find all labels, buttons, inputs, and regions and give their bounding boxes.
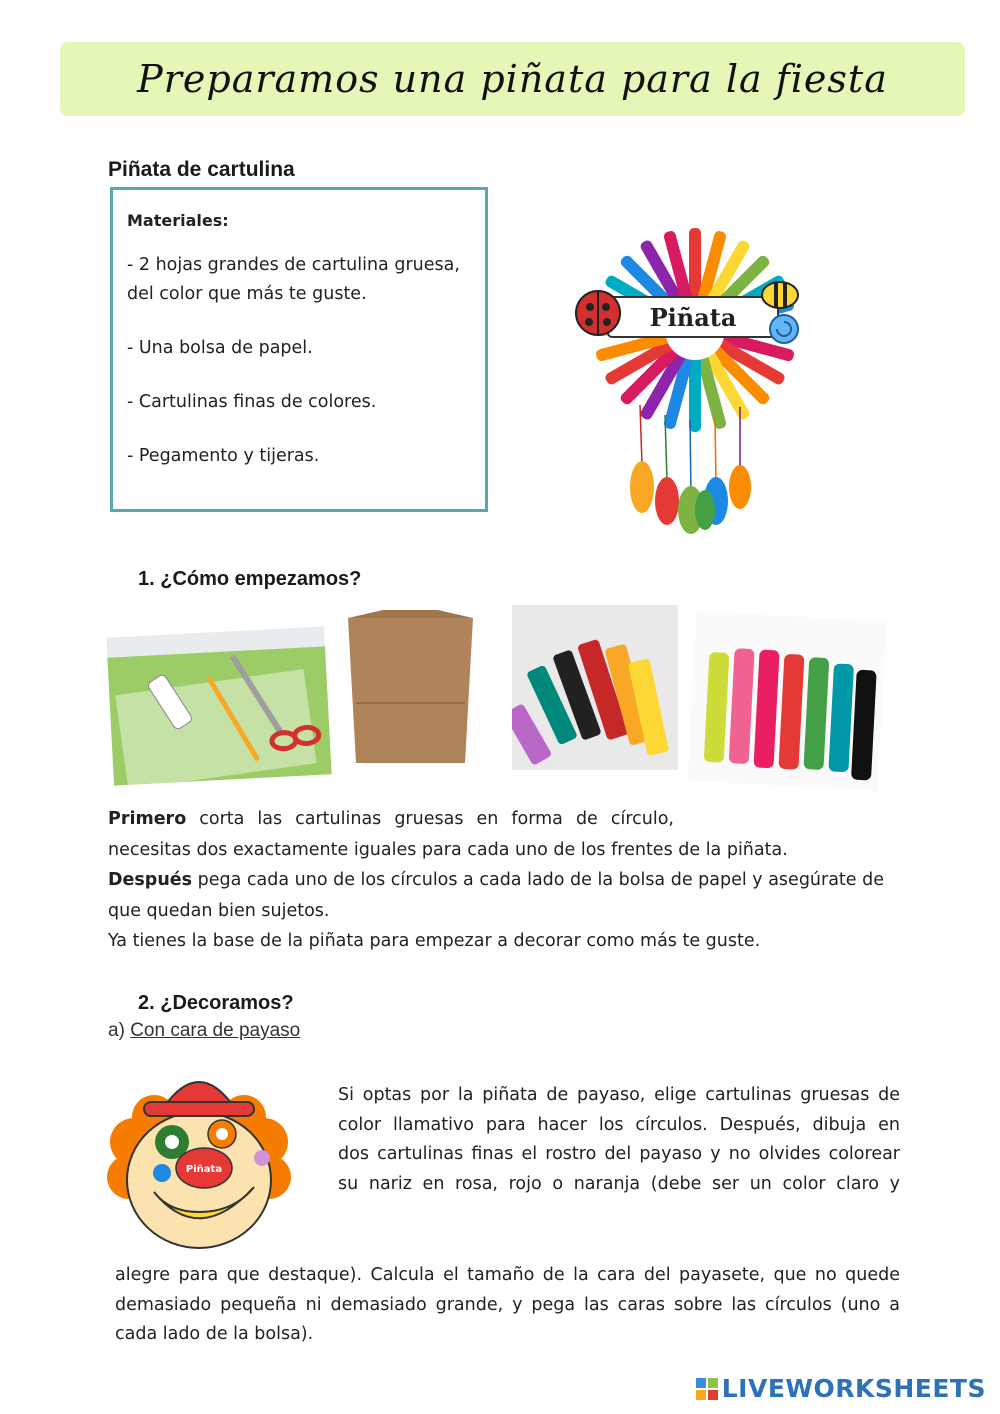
instructions-line-1: [108, 804, 674, 835]
materials-box: [110, 187, 488, 512]
clown-line: Si optas por la piñata de payaso, elige cartulinas gruesas de: [338, 1085, 900, 1105]
scissors-glue-photo: [106, 626, 331, 785]
section1-heading: 1. ¿Cómo empezamos?: [138, 568, 362, 590]
clown-line: demasiado pequeña ni demasiado grande, y pega las caras sobre las círculos (uno a: [115, 1294, 900, 1315]
bee-icon: [762, 282, 798, 308]
primero-label: Primero: [108, 809, 187, 829]
word: forma: [511, 809, 563, 829]
despues-label: Después: [108, 870, 193, 890]
clown-line: su nariz en rosa, rojo o naranja (debe ser un color claro y: [338, 1173, 900, 1194]
word: de: [575, 809, 598, 829]
word: cartulinas: [295, 809, 382, 829]
clown-nose-label: Piñata: [185, 1164, 223, 1175]
liveworksheets-brand: [696, 1374, 986, 1403]
pinata-label: Piñata: [649, 303, 737, 332]
cartulina-heading: Piñata de cartulina: [108, 158, 295, 181]
pinata-illustration: [570, 225, 820, 545]
clown-line: color llamativo para hacer los círculos. Después, dibuja en: [338, 1114, 900, 1135]
instructions-line-4: Ya tienes la base de la piñata para empezar a decorar como más te guste.: [108, 931, 761, 951]
paper-bag-photo: [343, 608, 478, 768]
materials-title: Materiales:: [127, 211, 229, 230]
subsection-prefix: a): [108, 1020, 131, 1041]
material-item: - Pegamento y tijeras.: [127, 446, 320, 466]
clown-line: alegre para que destaque). Calcula el tamaño de la cara del payasete, que no quede: [115, 1265, 900, 1285]
word: las: [257, 809, 283, 829]
subsection-title: Con cara de payaso: [130, 1020, 301, 1041]
hair-ties-photo: [688, 611, 887, 791]
snail-icon: [770, 315, 798, 343]
title-banner: [60, 42, 965, 116]
instructions-paragraph: [108, 804, 908, 957]
pinata-tassels: [630, 405, 751, 534]
clown-paragraph-continued: [115, 1261, 900, 1350]
ladybug-icon: [576, 291, 620, 335]
liveworksheets-logo-icon: [696, 1378, 718, 1400]
material-item: - Una bolsa de papel.: [127, 338, 313, 358]
material-item: - 2 hojas grandes de cartulina gruesa, del color que más te guste.: [127, 255, 460, 304]
markers-photo: [512, 605, 678, 770]
word: círculo,: [610, 809, 674, 829]
clown-paragraph: [338, 1081, 900, 1199]
clown-line: dos cartulinas finas el rostro del payaso y no olvides colorear: [338, 1144, 900, 1164]
despues-text: pega cada uno de los círculos a cada lado de la bolsa de papel y asegúrate de que quedan bien sujetos.: [108, 870, 885, 921]
word: en: [476, 809, 499, 829]
material-item: - Cartulinas finas de colores.: [127, 392, 377, 412]
brand-name: LIVEWORKSHEETS: [721, 1374, 986, 1403]
section2-heading: 2. ¿Decoramos?: [138, 992, 294, 1014]
instructions-line-2: necesitas dos exactamente iguales para cada uno de los frentes de la piñata.: [108, 839, 788, 860]
instructions-line-3: [108, 865, 908, 926]
subsection-a: [108, 1020, 300, 1042]
pinata-banner: [608, 297, 778, 337]
clown-line: cada lado de la bolsa).: [115, 1324, 314, 1344]
page-title: Preparamos una piñata para la fiesta: [137, 57, 888, 101]
word: gruesas: [394, 809, 464, 829]
clown-face-illustration: [104, 1062, 294, 1252]
word: corta: [199, 809, 245, 829]
